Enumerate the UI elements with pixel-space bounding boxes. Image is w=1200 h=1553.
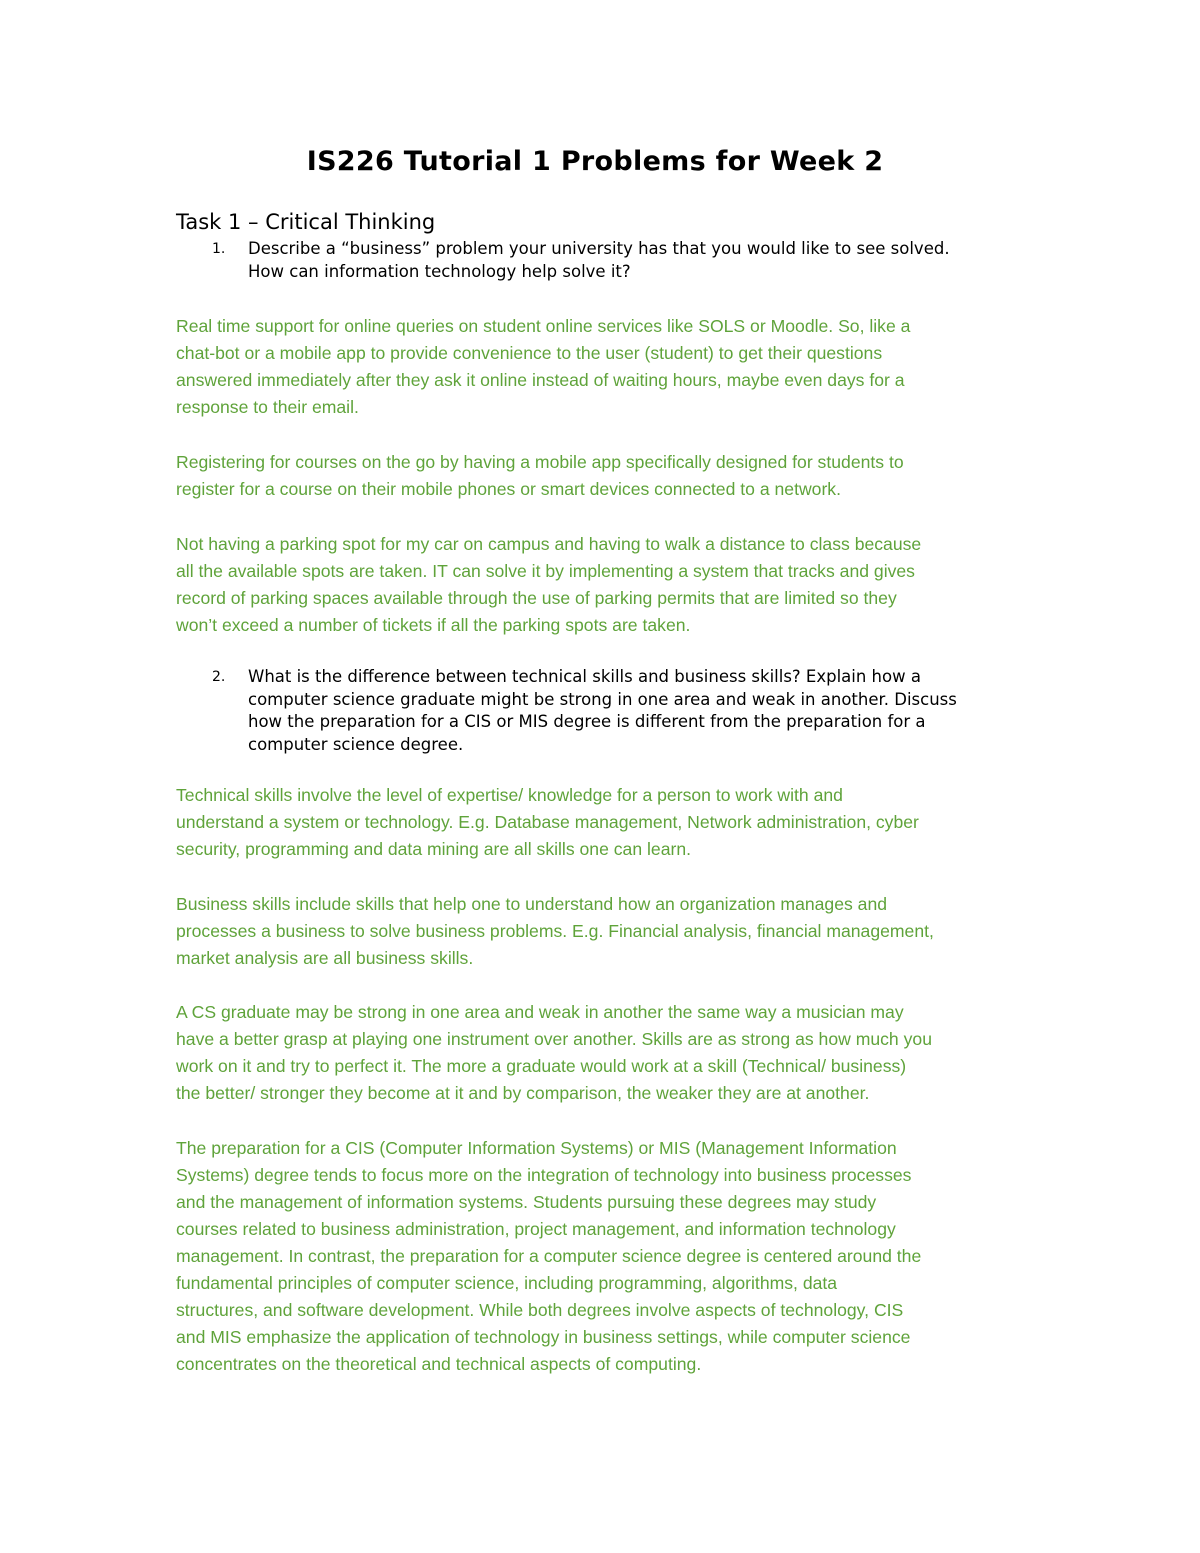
question-line: how the preparation for a CIS or MIS degree is different from the preparation for a	[248, 712, 926, 731]
question-line: computer science graduate might be strong in one area and weak in another. Discuss	[248, 689, 957, 709]
answer-line: won’t exceed a number of tickets if all the parking spots are taken.	[176, 615, 691, 635]
question-line: Describe a “business” problem your university has that you would like to see solved.	[248, 239, 950, 258]
answer-line: and the management of information systems. Students pursuing these degrees may study	[176, 1192, 877, 1212]
answer-line: record of parking spaces available through the use of parking permits that are limited so they	[176, 588, 897, 608]
question-text	[248, 238, 1038, 283]
answer-paragraph	[176, 1135, 1026, 1378]
answer-line: structures, and software development. While both degrees involve aspects of technology, CIS	[176, 1300, 904, 1320]
answer-line: A CS graduate may be strong in one area and weak in another the same way a musician may	[176, 1002, 904, 1022]
document-title: IS226 Tutorial 1 Problems for Week 2	[306, 146, 884, 177]
question-line: How can information technology help solve it?	[248, 261, 631, 281]
answer-paragraph	[176, 449, 1026, 503]
answer-paragraph	[176, 891, 1026, 972]
question-line: What is the difference between technical skills and business skills? Explain how a	[248, 667, 921, 686]
answer-line: register for a course on their mobile phones or smart devices connected to a network.	[176, 479, 841, 499]
question-text	[248, 666, 1038, 756]
question-number: 2.	[212, 669, 226, 685]
answer-line: fundamental principles of computer science, including programming, algorithms, data	[176, 1273, 838, 1293]
answer-line: Systems) degree tends to focus more on the integration of technology into business processes	[176, 1165, 912, 1185]
answer-line: processes a business to solve business problems. E.g. Financial analysis, financial management,	[176, 921, 934, 941]
answer-line: Business skills include skills that help one to understand how an organization manages and	[176, 894, 888, 914]
answer-line: the better/ stronger they become at it and by comparison, the weaker they are at another.	[176, 1083, 870, 1103]
answer-line: management. In contrast, the preparation for a computer science degree is centered around the	[176, 1246, 922, 1266]
answer-line: courses related to business administration, project management, and information technology	[176, 1219, 896, 1239]
answer-line: work on it and try to perfect it. The more a graduate would work at a skill (Technical/ business)	[176, 1056, 907, 1076]
answer-line: Technical skills involve the level of expertise/ knowledge for a person to work with and	[176, 785, 843, 805]
answer-line: all the available spots are taken. IT can solve it by implementing a system that tracks and gives	[176, 561, 915, 581]
answer-line: answered immediately after they ask it online instead of waiting hours, maybe even days for a	[176, 370, 905, 390]
task-heading: Task 1 – Critical Thinking	[176, 210, 436, 234]
answer-paragraph	[176, 999, 1026, 1107]
answer-line: Registering for courses on the go by having a mobile app specifically designed for students to	[176, 452, 904, 472]
answer-line: Real time support for online queries on student online services like SOLS or Moodle. So, like a	[176, 316, 911, 336]
answer-paragraph	[176, 313, 1026, 421]
answer-line: market analysis are all business skills.	[176, 948, 474, 968]
answer-line: concentrates on the theoretical and technical aspects of computing.	[176, 1354, 702, 1374]
answer-paragraph	[176, 531, 1026, 639]
answer-line: chat-bot or a mobile app to provide convenience to the user (student) to get their questions	[176, 343, 883, 363]
answer-paragraph	[176, 782, 1026, 863]
answer-line: response to their email.	[176, 397, 359, 417]
answer-line: understand a system or technology. E.g. Database management, Network administration, cyber	[176, 812, 919, 832]
answer-line: have a better grasp at playing one instrument over another. Skills are as strong as how much you	[176, 1029, 932, 1049]
answer-line: and MIS emphasize the application of technology in business settings, while computer science	[176, 1327, 911, 1347]
question-number: 1.	[212, 241, 226, 257]
question-line: computer science degree.	[248, 734, 464, 754]
answer-line: The preparation for a CIS (Computer Information Systems) or MIS (Management Information	[176, 1138, 897, 1158]
answer-line: security, programming and data mining are all skills one can learn.	[176, 839, 692, 859]
answer-line: Not having a parking spot for my car on campus and having to walk a distance to class because	[176, 534, 922, 554]
